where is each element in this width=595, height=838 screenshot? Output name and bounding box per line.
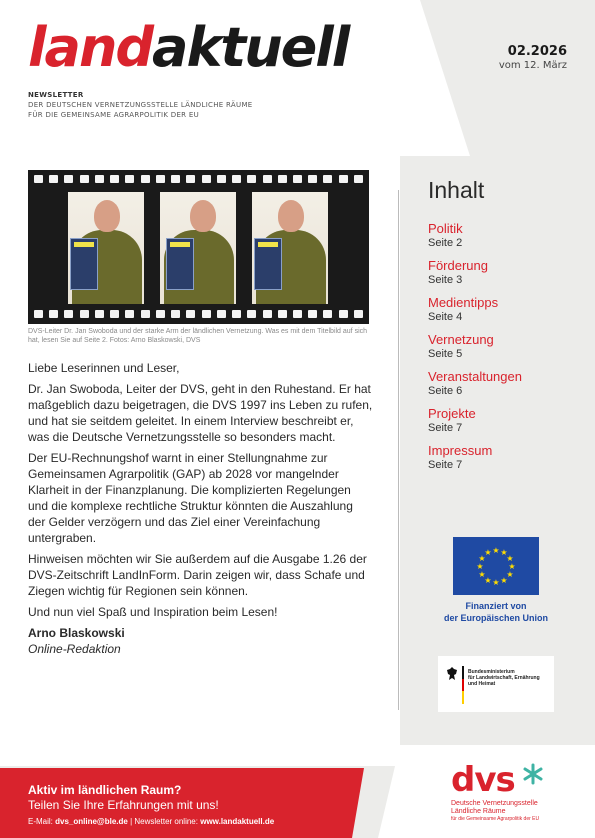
toc-item-foerderung[interactable] <box>428 258 578 295</box>
dvs-name <box>451 800 591 823</box>
issue-number: 02.2026 <box>507 44 567 59</box>
sprocket-row-bottom <box>34 310 363 320</box>
toc-item-page: Seite 2 <box>428 237 463 249</box>
svg-text:★: ★ <box>500 548 508 557</box>
toc-item-impressum[interactable] <box>428 443 578 480</box>
filmstrip-photo <box>28 170 369 324</box>
svg-text:★: ★ <box>484 548 492 557</box>
toc-item-title[interactable]: Projekte <box>428 406 476 421</box>
online-label: Newsletter online: <box>134 817 198 826</box>
toc-item-page: Seite 3 <box>428 274 463 286</box>
bmel-line: für Landwirtschaft, Ernährung <box>468 675 540 681</box>
email-link[interactable]: dvs_online@ble.de <box>55 817 128 826</box>
toc-item-medientipps[interactable] <box>428 295 578 332</box>
toc-item-projekte[interactable] <box>428 406 578 443</box>
photo-caption: DVS-Leiter Dr. Jan Swoboda und der starke Arm der ländlichen Vernetzung. Was es mit dem Titelbild auf sich hat, lesen Sie auf Seite 2. Fotos: Arno Blaskowski, DVS <box>28 328 368 344</box>
eu-flag-icon <box>453 537 539 595</box>
letter-paragraph: Der EU-Rechnungshof warnt in einer Stellungnahme zur Gemeinsamen Agrarpolitik (GAP) ab 2028 vor mangelnder Klarheit in der Finanzplanung. Die komplizierten Regelungen und die komplexe rechtliche Struktur könnten die Auszahlung der Gelder verzögern und das Ziel einer Vereinfachung untergraben. <box>28 451 353 545</box>
subtitle-line: FÜR DIE GEMEINSAME AGRARPOLITIK DER EU <box>28 111 200 119</box>
toc-item-politik[interactable] <box>428 221 578 258</box>
svg-text:★: ★ <box>478 570 486 579</box>
svg-text:★: ★ <box>492 546 500 555</box>
toc-item-title[interactable]: Förderung <box>428 258 488 273</box>
svg-text:★: ★ <box>506 570 514 579</box>
bmel-logo <box>438 656 554 712</box>
svg-text:★: ★ <box>478 554 486 563</box>
svg-text:★: ★ <box>484 576 492 585</box>
letter-paragraph: Hinweisen möchten wir Sie außerdem auf die Ausgabe 1.26 der DVS-Zeitschrift LandInForm. Darin zeigen wir, dass Schafe und Ziegen wichtig für Regionen sein können. <box>28 552 367 598</box>
bmel-line: und Heimat <box>468 681 496 687</box>
newsletter-subtitle <box>28 90 253 120</box>
toc-item-title[interactable]: Veranstaltungen <box>428 369 522 384</box>
toc-item-page: Seite 5 <box>428 348 463 360</box>
toc-item-title[interactable]: Medientipps <box>428 295 499 310</box>
toc-item-title[interactable]: Politik <box>428 221 463 236</box>
logo-aktuell: aktuell <box>152 16 349 79</box>
federal-eagle-icon <box>446 666 458 682</box>
toc-item-page: Seite 7 <box>428 459 463 471</box>
letter-paragraph: Dr. Jan Swoboda, Leiter der DVS, geht in den Ruhestand. Er hat maßgeblich dazu beigetragen, die DVS 1997 ins Leben zu rufen, und hat sie seitdem geleitet. In einem Interview beschreibt er, was die Deutsche Vernetzungsstelle so besonders macht. <box>28 382 373 444</box>
sprocket-row-top <box>34 175 363 185</box>
contact-separator: | <box>130 817 133 826</box>
dvs-asterisk-icon <box>522 763 544 785</box>
dvs-logo: dvs <box>451 760 515 800</box>
editorial-letter <box>28 360 373 657</box>
dvs-name-line: für die Gemeinsame Agrarpolitik der EU <box>451 816 540 822</box>
eu-funded-line: der Europäischen Union <box>443 613 548 623</box>
email-label: E-Mail: <box>28 817 53 826</box>
column-divider <box>398 190 399 710</box>
bmel-name <box>468 669 550 687</box>
table-of-contents <box>428 221 578 480</box>
svg-text:★: ★ <box>500 576 508 585</box>
toc-item-vernetzung[interactable] <box>428 332 578 369</box>
cta-subline: Teilen Sie Ihre Erfahrungen mit uns! <box>28 798 219 812</box>
letter-paragraph: Und nun viel Spaß und Inspiration beim Lesen! <box>28 605 278 619</box>
website-link[interactable]: www.landaktuell.de <box>200 817 275 826</box>
svg-text:★: ★ <box>476 562 484 571</box>
toc-item-page: Seite 7 <box>428 422 463 434</box>
toc-item-title[interactable]: Impressum <box>428 443 493 458</box>
eu-funding-note <box>430 600 562 624</box>
signer-role: Online-Redaktion <box>28 642 121 656</box>
footer-cta <box>28 783 358 828</box>
bmel-line: Bundesministerium <box>468 669 515 675</box>
dvs-name-line: Ländliche Räume <box>451 808 506 815</box>
subtitle-line: NEWSLETTER <box>28 91 84 99</box>
svg-text:★: ★ <box>506 554 514 563</box>
toc-item-title[interactable]: Vernetzung <box>428 332 494 347</box>
cta-headline: Aktiv im ländlichen Raum? <box>28 783 182 797</box>
toc-title: Inhalt <box>428 177 485 203</box>
signer-name: Arno Blaskowski <box>28 626 125 640</box>
contact-line <box>28 816 358 828</box>
newsletter-logo <box>28 18 348 78</box>
issue-date: vom 12. März <box>498 60 567 71</box>
toc-item-veranstaltungen[interactable] <box>428 369 578 406</box>
eu-funded-line: Finanziert von <box>465 601 527 611</box>
dvs-name-line: Deutsche Vernetzungsstelle <box>451 800 538 807</box>
subtitle-line: DER DEUTSCHEN VERNETZUNGSSTELLE LÄNDLICHE RÄUME <box>28 101 253 109</box>
photo-frame <box>68 192 144 304</box>
toc-item-page: Seite 6 <box>428 385 463 397</box>
photo-frame <box>160 192 236 304</box>
toc-item-page: Seite 4 <box>428 311 463 323</box>
svg-text:★: ★ <box>492 578 500 587</box>
logo-land: land <box>28 16 153 79</box>
issue-info <box>499 44 567 71</box>
svg-text:★: ★ <box>508 562 516 571</box>
german-flag-icon <box>462 666 464 704</box>
photo-frame <box>252 192 328 304</box>
letter-greeting: Liebe Leserinnen und Leser, <box>28 361 180 375</box>
eu-stars-icon <box>453 537 539 595</box>
